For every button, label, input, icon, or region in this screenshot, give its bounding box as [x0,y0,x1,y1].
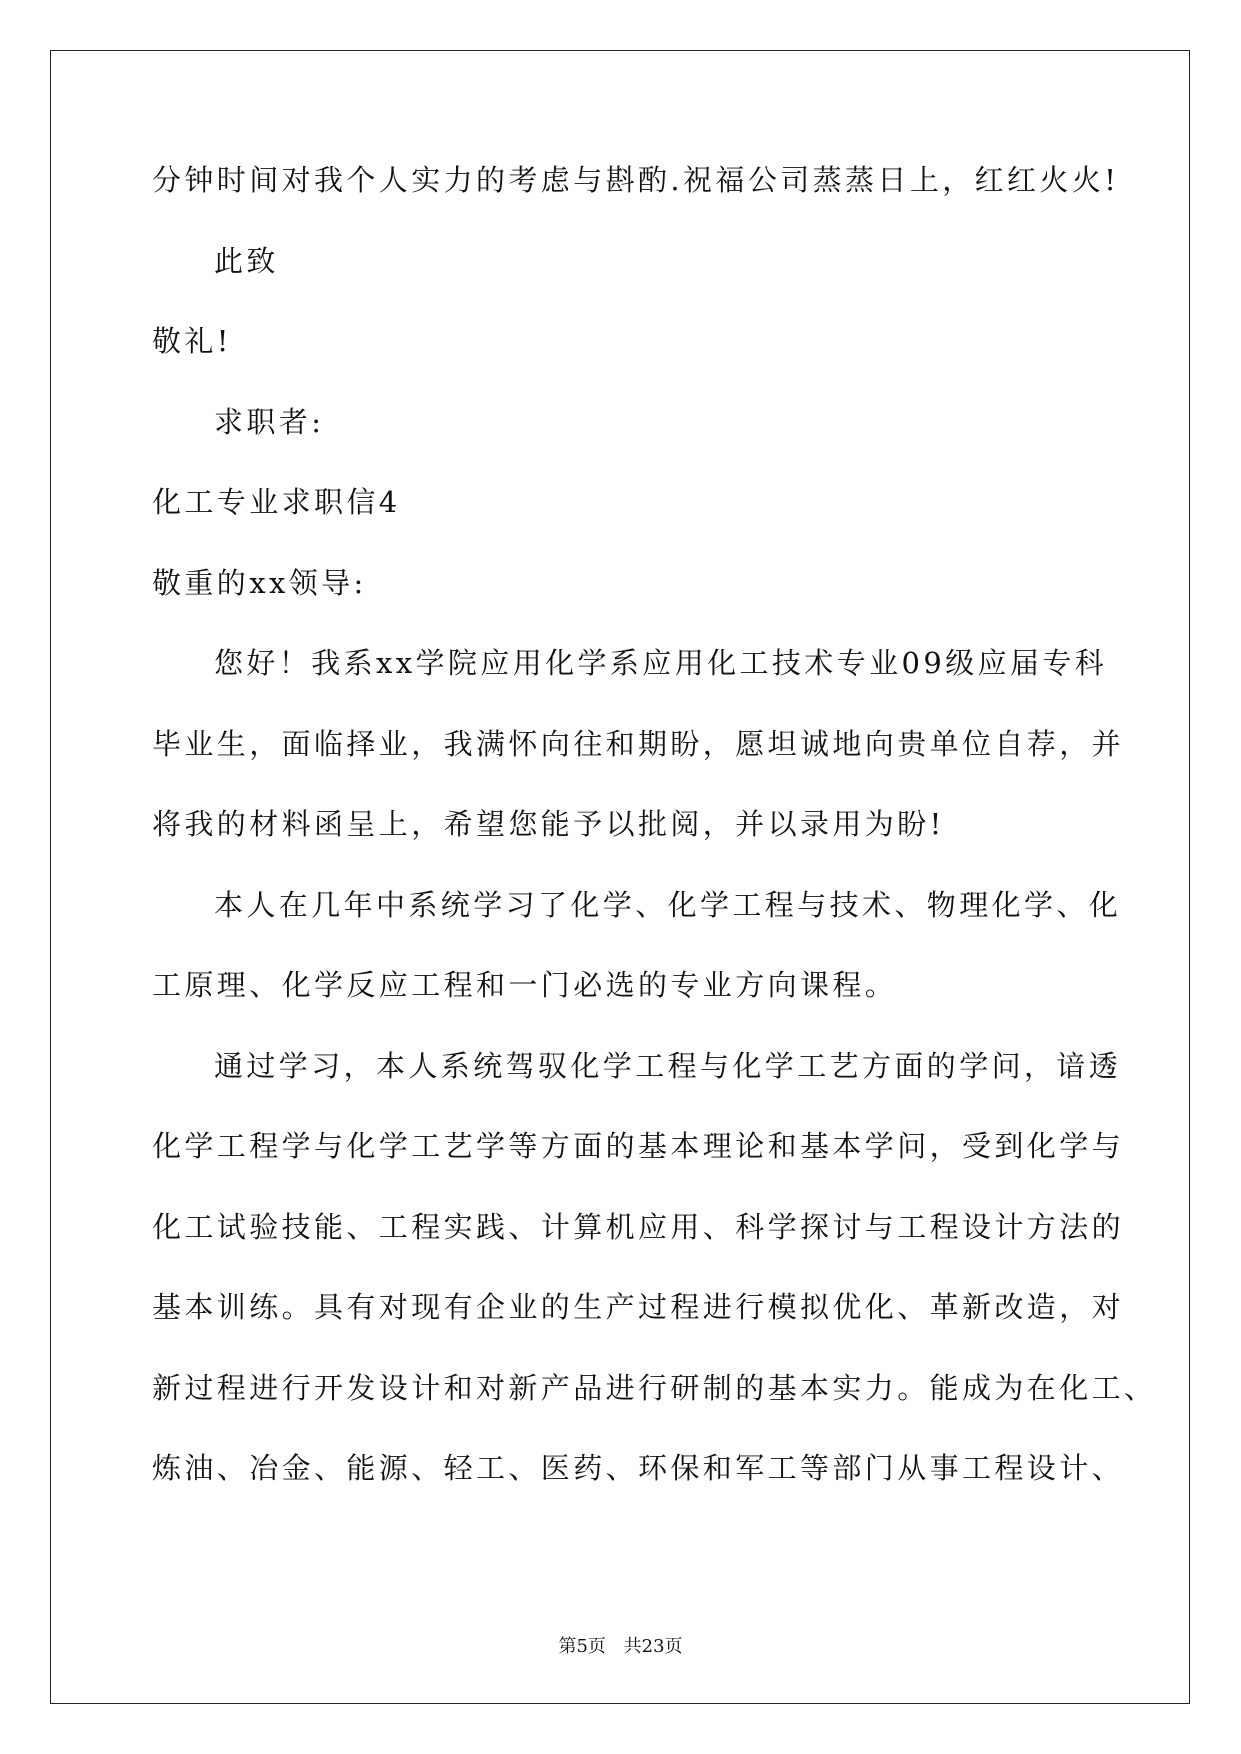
text-line: 您好！我系xx学院应用化学系应用化工技术专业09级应届专科 [214,646,1108,680]
text-line: 本人在几年中系统学习了化学、化学工程与技术、物理化学、化 [214,887,1122,922]
document-body [152,160,1157,1529]
salutation: 敬重的xx领导: [152,565,367,600]
text-line: 敬礼! [152,324,232,358]
text-line: 通过学习，本人系统驾驭化学工程与化学工艺方面的学问，谙透 [214,1048,1122,1083]
text-line: 将我的材料函呈上，希望您能予以批阅，并以录用为盼! [152,807,945,841]
text-line: 基本训练。具有对现有企业的生产过程进行模拟优化、革新改造，对 [152,1290,1125,1324]
text-line: 分钟时间对我个人实力的考虑与斟酌.祝福公司蒸蒸日上，红红火火! [152,163,1120,197]
text-line: 新过程进行开发设计和对新产品进行研制的基本实力。能成为在化工、 [152,1370,1157,1405]
text-line: 求职者: [214,404,325,439]
text-line: 此致 [214,243,279,278]
total-pages: 共23页 [623,1636,683,1657]
text-line: 毕业生，面临择业，我满怀向往和期盼，愿坦诚地向贵单位自荐，并 [152,726,1125,761]
text-line: 化学工程学与化学工艺学等方面的基本理论和基本学问，受到化学与 [152,1129,1125,1163]
text-line: 炼油、冶金、能源、轻工、医药、环保和军工等部门从事工程设计、 [152,1451,1125,1485]
page-footer [0,1632,1241,1658]
section-heading: 化工专业求职信4 [152,485,401,519]
page-number: 第5页 [558,1636,606,1657]
text-line: 化工试验技能、工程实践、计算机应用、科学探讨与工程设计方法的 [152,1209,1125,1244]
text-line: 工原理、化学反应工程和一门必选的专业方向课程。 [152,968,898,1002]
